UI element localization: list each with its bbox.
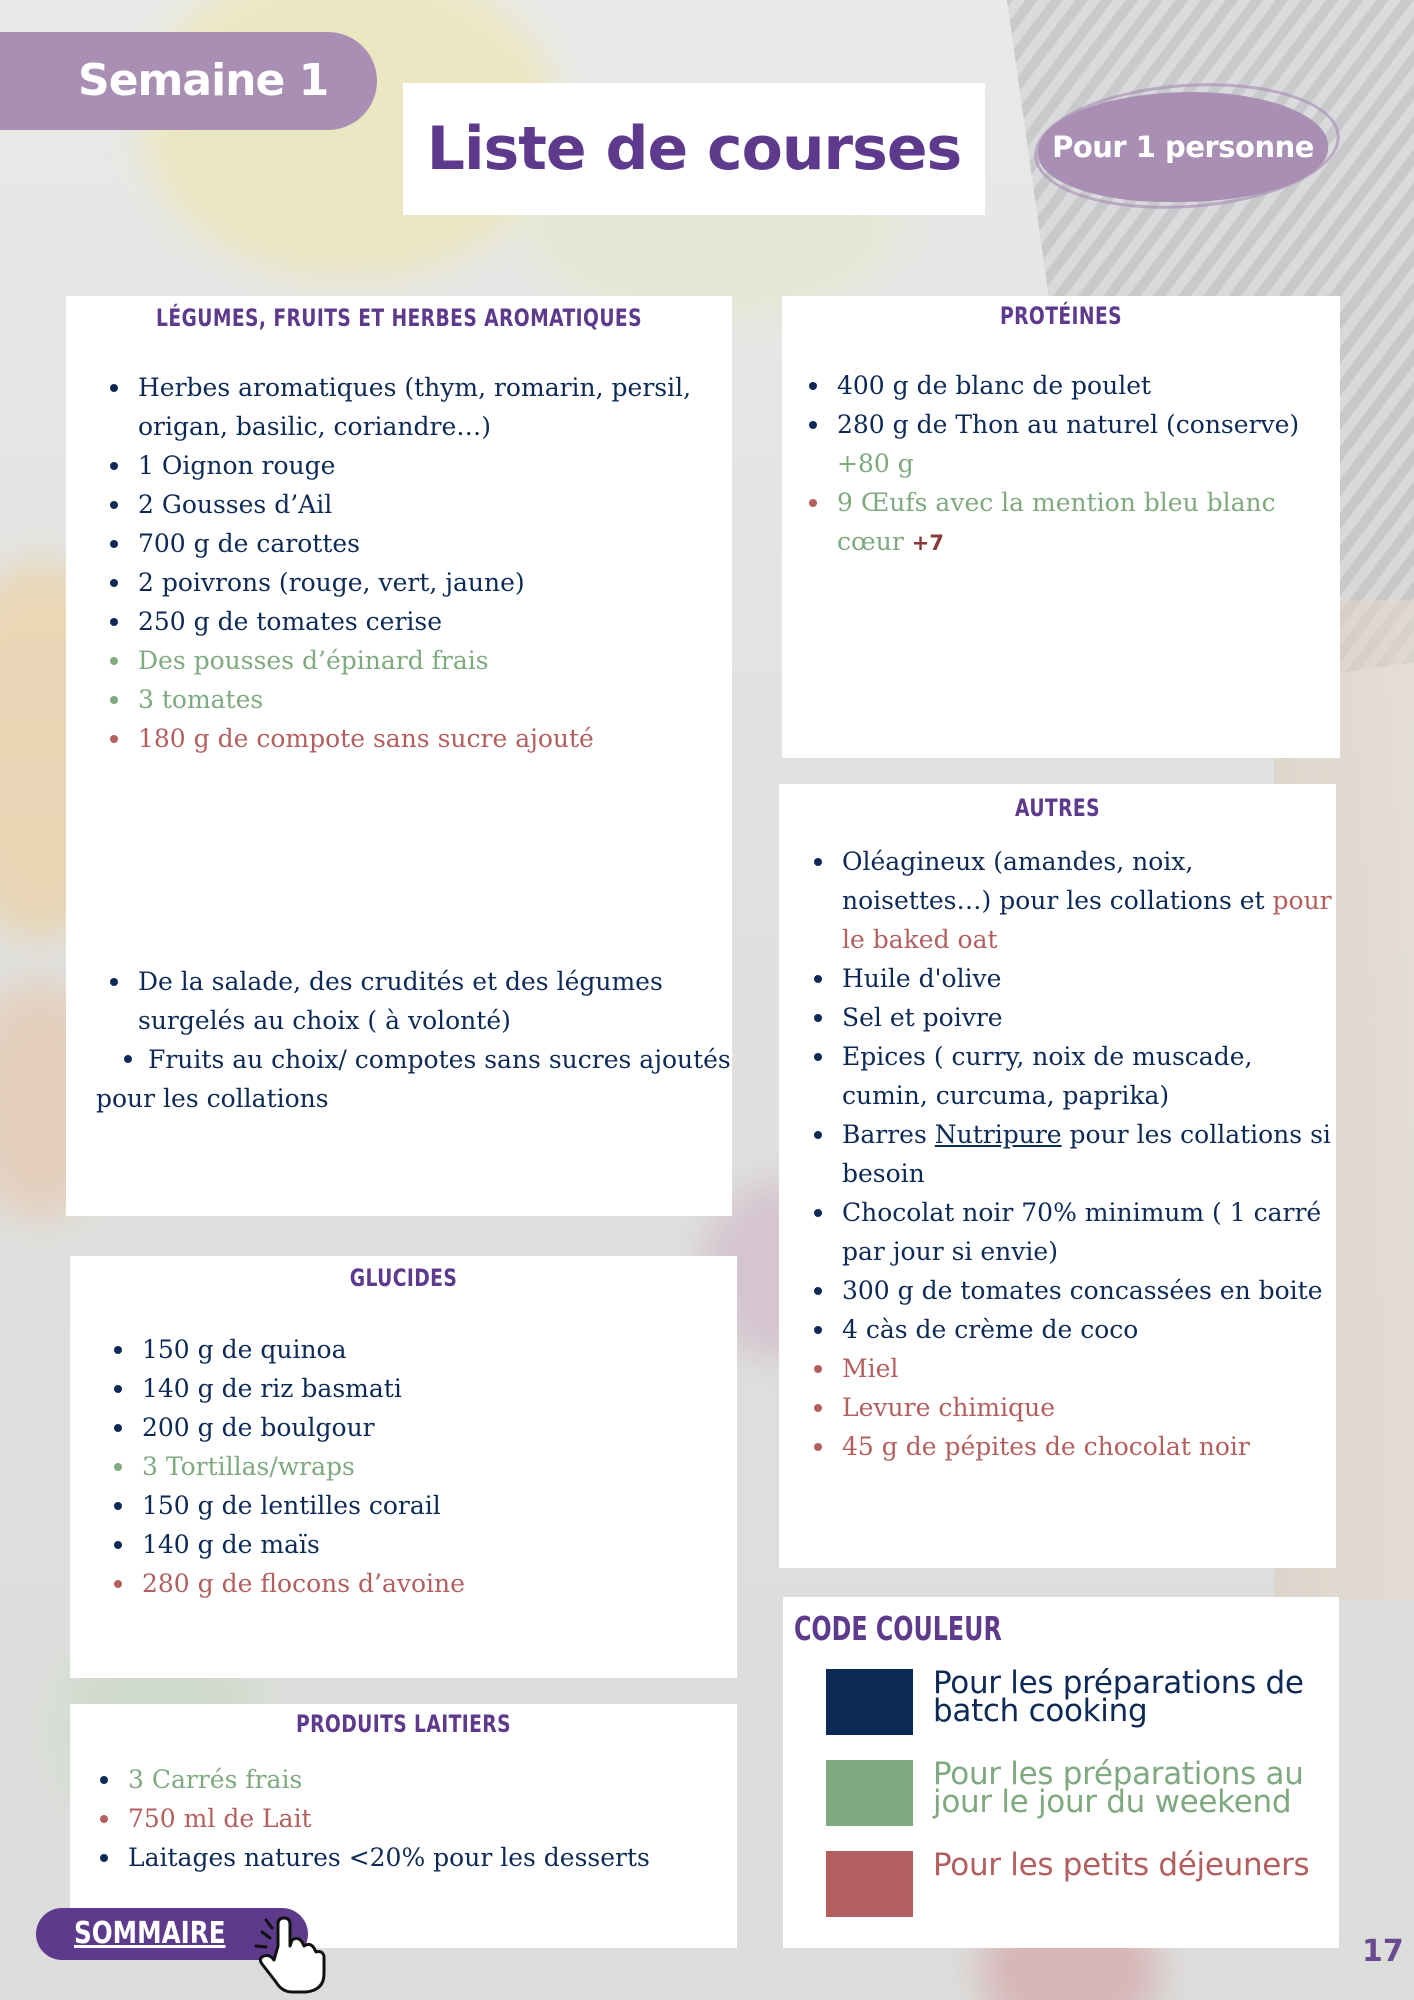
legend-label: Pour les petits déjeuners <box>933 1847 1310 1883</box>
list-item: De la salade, des crudités et des légumes surgelés au choix ( à volonté) <box>138 962 732 1040</box>
proteins-list <box>782 330 1340 563</box>
sommaire-button[interactable]: SOMMAIRE <box>36 1908 308 1960</box>
list-item: 45 g de pépites de chocolat noir <box>842 1427 1336 1466</box>
page-number: 17 <box>1362 1934 1404 1969</box>
list-item: Laitages natures <20% pour les desserts <box>128 1838 737 1877</box>
section-others <box>779 784 1336 1568</box>
list-item: 150 g de lentilles corail <box>142 1486 737 1525</box>
section-title: GLUCIDES <box>349 1264 458 1292</box>
section-proteins <box>782 296 1340 758</box>
servings-badge: Pour 1 personne <box>1038 92 1328 202</box>
legend-swatch-green <box>826 1760 913 1826</box>
list-item: 3 tomates <box>138 680 732 719</box>
list-item: Miel <box>842 1349 1336 1388</box>
others-list <box>779 822 1336 1466</box>
dairy-list <box>70 1738 737 1877</box>
list-item: 280 g de flocons d’avoine <box>142 1564 737 1603</box>
legend-row-jour <box>826 1756 1313 1826</box>
list-item: Barres Nutripure pour les collations si besoin <box>842 1115 1336 1193</box>
list-item: Epices ( curry, noix de muscade, cumin, curcuma, paprika) <box>842 1037 1336 1115</box>
legend-row-batch <box>826 1665 1313 1735</box>
quantity-extra: +7 <box>911 531 944 555</box>
list-item: Levure chimique <box>842 1388 1336 1427</box>
legend-swatch-navy <box>826 1669 913 1735</box>
list-item: Sel et poivre <box>842 998 1336 1037</box>
page-title: Liste de courses <box>426 114 962 184</box>
list-item: 2 poivrons (rouge, vert, jaune) <box>138 563 732 602</box>
pointer-hand-icon <box>248 1916 338 1996</box>
list-item: 140 g de riz basmati <box>142 1369 737 1408</box>
vegetables-extra-list <box>66 758 732 1040</box>
color-legend <box>783 1597 1339 1948</box>
list-item-loose: Fruits au choix/ compotes sans sucres ajoutés pour les collations <box>96 1045 731 1113</box>
list-item: 3 Carrés frais <box>128 1760 737 1799</box>
section-carbs <box>70 1256 737 1678</box>
carbs-list <box>70 1292 737 1603</box>
list-item: 150 g de quinoa <box>142 1330 737 1369</box>
title-box <box>403 83 985 215</box>
list-item: 250 g de tomates cerise <box>138 602 732 641</box>
list-item: 140 g de maïs <box>142 1525 737 1564</box>
list-item: 1 Oignon rouge <box>138 446 732 485</box>
list-item: 300 g de tomates concassées en boite <box>842 1271 1336 1310</box>
legend-title: CODE COULEUR <box>794 1609 1002 1648</box>
section-title: LÉGUMES, FRUITS ET HERBES AROMATIQUES <box>156 304 642 332</box>
list-item: Huile d'olive <box>842 959 1336 998</box>
legend-row-petitdej <box>826 1847 1313 1917</box>
brand-link[interactable]: Nutripure <box>934 1120 1062 1149</box>
week-label: Semaine 1 <box>0 32 377 130</box>
list-item: 2 Gousses d’Ail <box>138 485 732 524</box>
list-item: 4 càs de crème de coco <box>842 1310 1336 1349</box>
list-item: 700 g de carottes <box>138 524 732 563</box>
list-item: Herbes aromatiques (thym, romarin, persil, origan, basilic, coriandre…) <box>138 368 732 446</box>
legend-label: Pour les préparations au jour le jour du weekend <box>933 1756 1304 1820</box>
list-item: 9 Œufs avec la mention bleu blanc cœur +7 <box>837 483 1340 563</box>
quantity-extra: +80 g <box>837 449 914 478</box>
bullet-icon <box>124 1055 132 1063</box>
legend-label: Pour les préparations de batch cooking <box>933 1665 1304 1729</box>
section-title: PRODUITS LAITIERS <box>296 1710 511 1738</box>
section-title: PROTÉINES <box>999 302 1123 330</box>
list-item: 750 ml de Lait <box>128 1799 737 1838</box>
list-item: 3 Tortillas/wraps <box>142 1447 737 1486</box>
section-vegetables <box>66 296 732 1216</box>
list-item: 280 g de Thon au naturel (conserve) +80 g <box>837 405 1340 483</box>
legend-swatch-red <box>826 1851 913 1917</box>
list-item: Oléagineux (amandes, noix, noisettes…) pour les collations et pour le baked oat <box>842 842 1336 959</box>
list-item: 180 g de compote sans sucre ajouté <box>138 719 732 758</box>
list-item: 400 g de blanc de poulet <box>837 366 1340 405</box>
vegetables-list <box>66 332 732 758</box>
list-item: 200 g de boulgour <box>142 1408 737 1447</box>
list-item: Chocolat noir 70% minimum ( 1 carré par jour si envie) <box>842 1193 1336 1271</box>
section-title: AUTRES <box>1015 794 1100 822</box>
list-item: Des pousses d’épinard frais <box>138 641 732 680</box>
